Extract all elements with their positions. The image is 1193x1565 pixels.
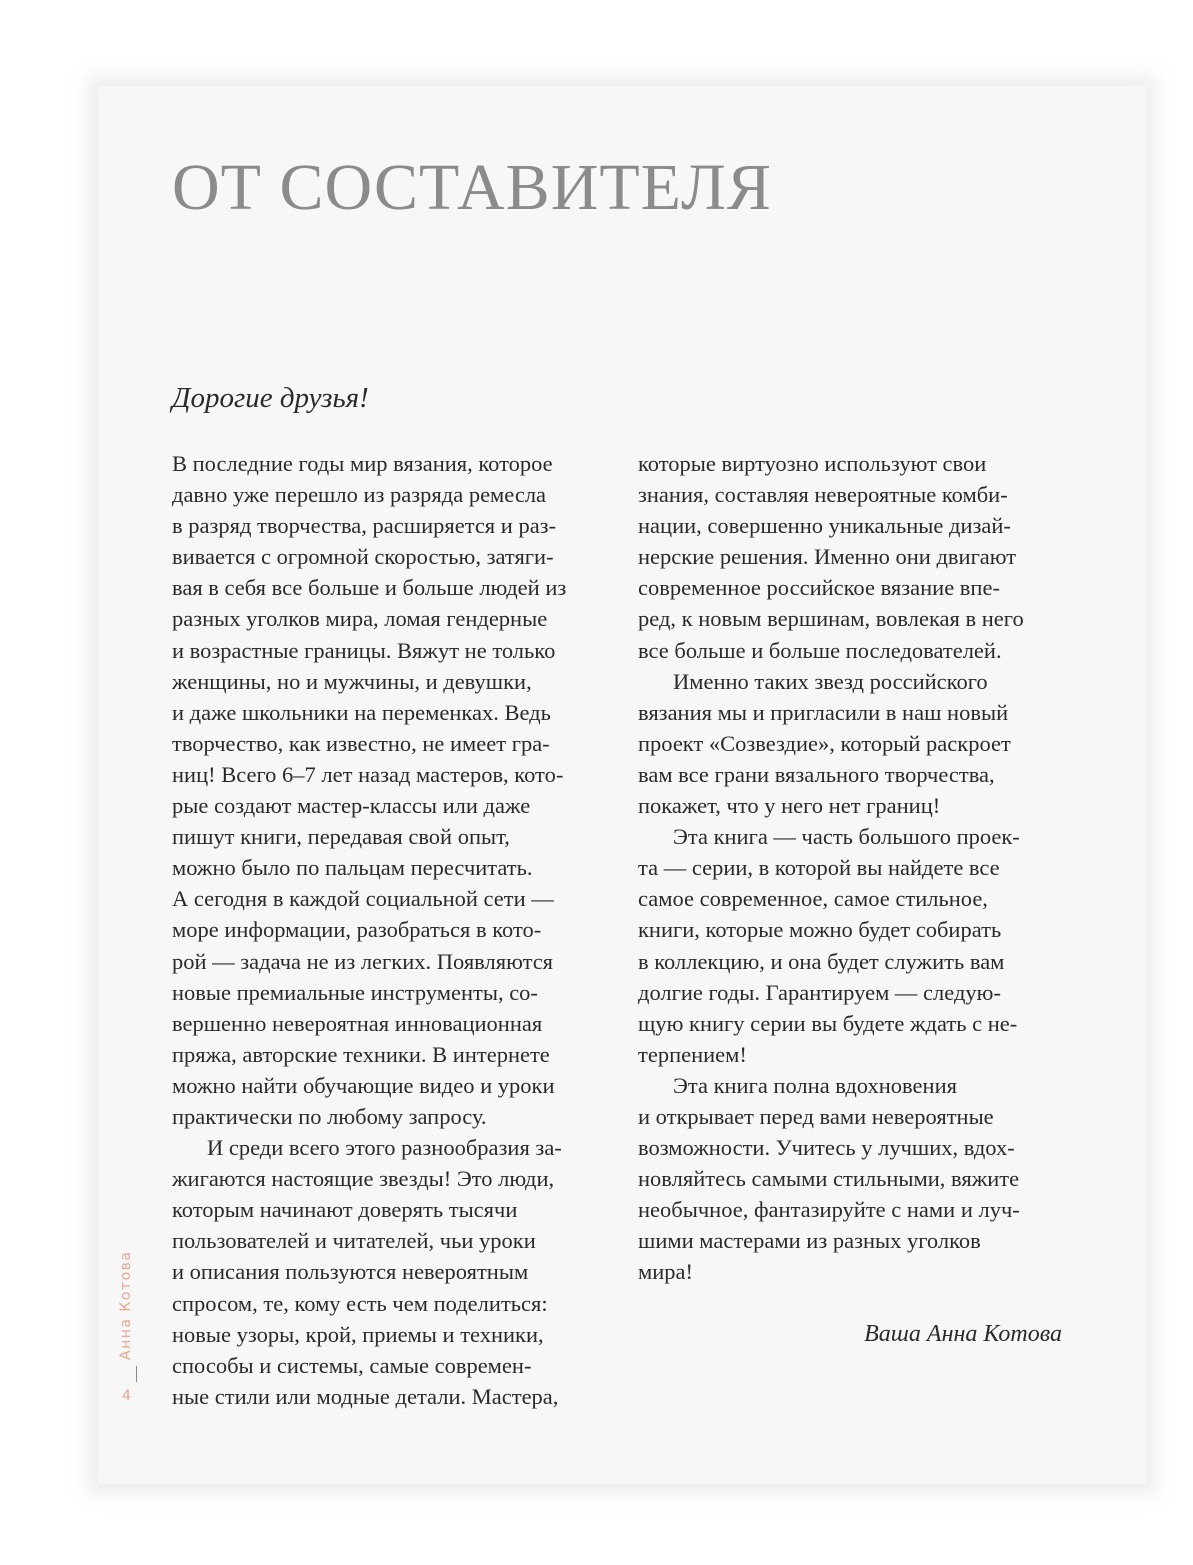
text-line: способы и системы, самые современ-: [172, 1352, 532, 1378]
text-line: долгие годы. Гарантируем — следую-: [638, 979, 1001, 1005]
text-line: которые виртуозно используют свои: [638, 451, 987, 476]
text-line: проект «Созвездие», который раскроет: [638, 730, 1011, 756]
text-line: Именно таких звезд российского: [673, 668, 988, 694]
text-column-right: [638, 448, 1068, 1288]
text-line: рые создают мастер-классы или даже: [172, 793, 531, 819]
text-line: В последние годы мир вязания, которое: [172, 451, 553, 476]
text-line: все больше и больше последователей.: [638, 637, 1002, 663]
text-line: практически по любому запросу.: [172, 1103, 487, 1129]
running-author-name: Анна Котова: [118, 1250, 134, 1360]
text-line: можно найти обучающие видео и уроки: [172, 1072, 555, 1098]
text-line: вершенно невероятная инновационная: [172, 1010, 543, 1036]
text-line: Эта книга полна вдохновения: [673, 1072, 957, 1098]
text-line: разных уголков мира, ломая гендерные: [172, 606, 548, 632]
text-line: покажет, что у него нет границ!: [638, 793, 941, 819]
text-line: знания, составляя невероятные комби-: [638, 482, 1008, 508]
text-line: необычное, фантазируйте с нами и луч-: [638, 1197, 1020, 1223]
text-line: пользователей и читателей, чьи уроки: [172, 1228, 536, 1254]
text-column-left: [172, 448, 602, 1412]
text-line: ред, к новым вершинам, вовлекая в него: [638, 606, 1024, 632]
text-line: новые премиальные инструменты, со-: [172, 979, 538, 1005]
text-line: в разряд творчества, расширяется и раз-: [172, 513, 557, 539]
text-line: современное российское вязание впе-: [638, 575, 1000, 601]
text-line: вязания мы и пригласили в наш новый: [638, 699, 1009, 725]
text-line: жигаются настоящие звезды! Это люди,: [172, 1166, 555, 1192]
text-line: спросом, те, кому есть чем поделиться:: [172, 1290, 548, 1316]
text-line: нерские решения. Именно они двигают: [638, 544, 1017, 570]
page-title: ОТ СОСТАВИТЕЛЯ: [172, 151, 772, 224]
text-line: вам все грани вязального творчества,: [638, 761, 995, 787]
running-head-divider: [136, 1366, 137, 1382]
text-line: ные стили или модные детали. Мастера,: [172, 1383, 559, 1409]
text-line: И среди всего этого разнообразия за-: [207, 1135, 562, 1161]
text-line: и описания пользуются невероятным: [172, 1259, 529, 1285]
text-line: возможности. Учитесь у лучших, вдох-: [638, 1135, 1015, 1161]
signature: Ваша Анна Котова: [864, 1321, 1062, 1347]
text-line: новые узоры, крой, приемы и техники,: [172, 1321, 544, 1347]
text-line: море информации, разобраться в кото-: [172, 917, 542, 943]
text-line: щую книгу серии вы будете ждать с не-: [638, 1010, 1018, 1036]
text-line: Эта книга — часть большого проек-: [673, 824, 1020, 850]
page-number: 4: [122, 1388, 131, 1404]
text-line: и даже школьники на переменках. Ведь: [172, 699, 551, 725]
text-line: можно было по пальцам пересчитать.: [172, 855, 533, 881]
text-line: ниц! Всего 6–7 лет назад мастеров, кото-: [172, 761, 564, 787]
text-line: которым начинают доверять тысячи: [172, 1197, 518, 1223]
text-line: новляйтесь самыми стильными, вяжите: [638, 1166, 1020, 1192]
greeting-heading: Дорогие друзья!: [172, 382, 369, 414]
text-line: мира!: [638, 1259, 694, 1285]
text-line: А сегодня в каждой социальной сети —: [172, 886, 554, 912]
text-line: терпением!: [638, 1041, 747, 1067]
text-line: книги, которые можно будет собирать: [638, 917, 1002, 943]
text-line: пишут книги, передавая свой опыт,: [172, 824, 510, 850]
text-line: давно уже перешло из разряда ремесла: [172, 482, 547, 508]
text-line: шими мастерами из разных уголков: [638, 1228, 981, 1254]
text-line: творчество, как известно, не имеет гра-: [172, 730, 550, 756]
text-line: в коллекцию, и она будет служить вам: [638, 948, 1005, 974]
text-line: женщины, но и мужчины, и девушки,: [172, 668, 532, 694]
text-line: вивается с огромной скоростью, затяги-: [172, 544, 554, 570]
text-line: самое современное, самое стильное,: [638, 886, 988, 912]
text-line: и возрастные границы. Вяжут не только: [172, 637, 556, 663]
text-line: нации, совершенно уникальные дизай-: [638, 513, 1011, 539]
text-line: пряжа, авторские техники. В интернете: [172, 1041, 550, 1067]
text-line: рой — задача не из легких. Появляются: [172, 948, 554, 974]
text-line: вая в себя все больше и больше людей из: [172, 575, 567, 601]
text-line: та — серии, в которой вы найдете все: [638, 855, 1000, 881]
text-line: и открывает перед вами невероятные: [638, 1103, 994, 1129]
